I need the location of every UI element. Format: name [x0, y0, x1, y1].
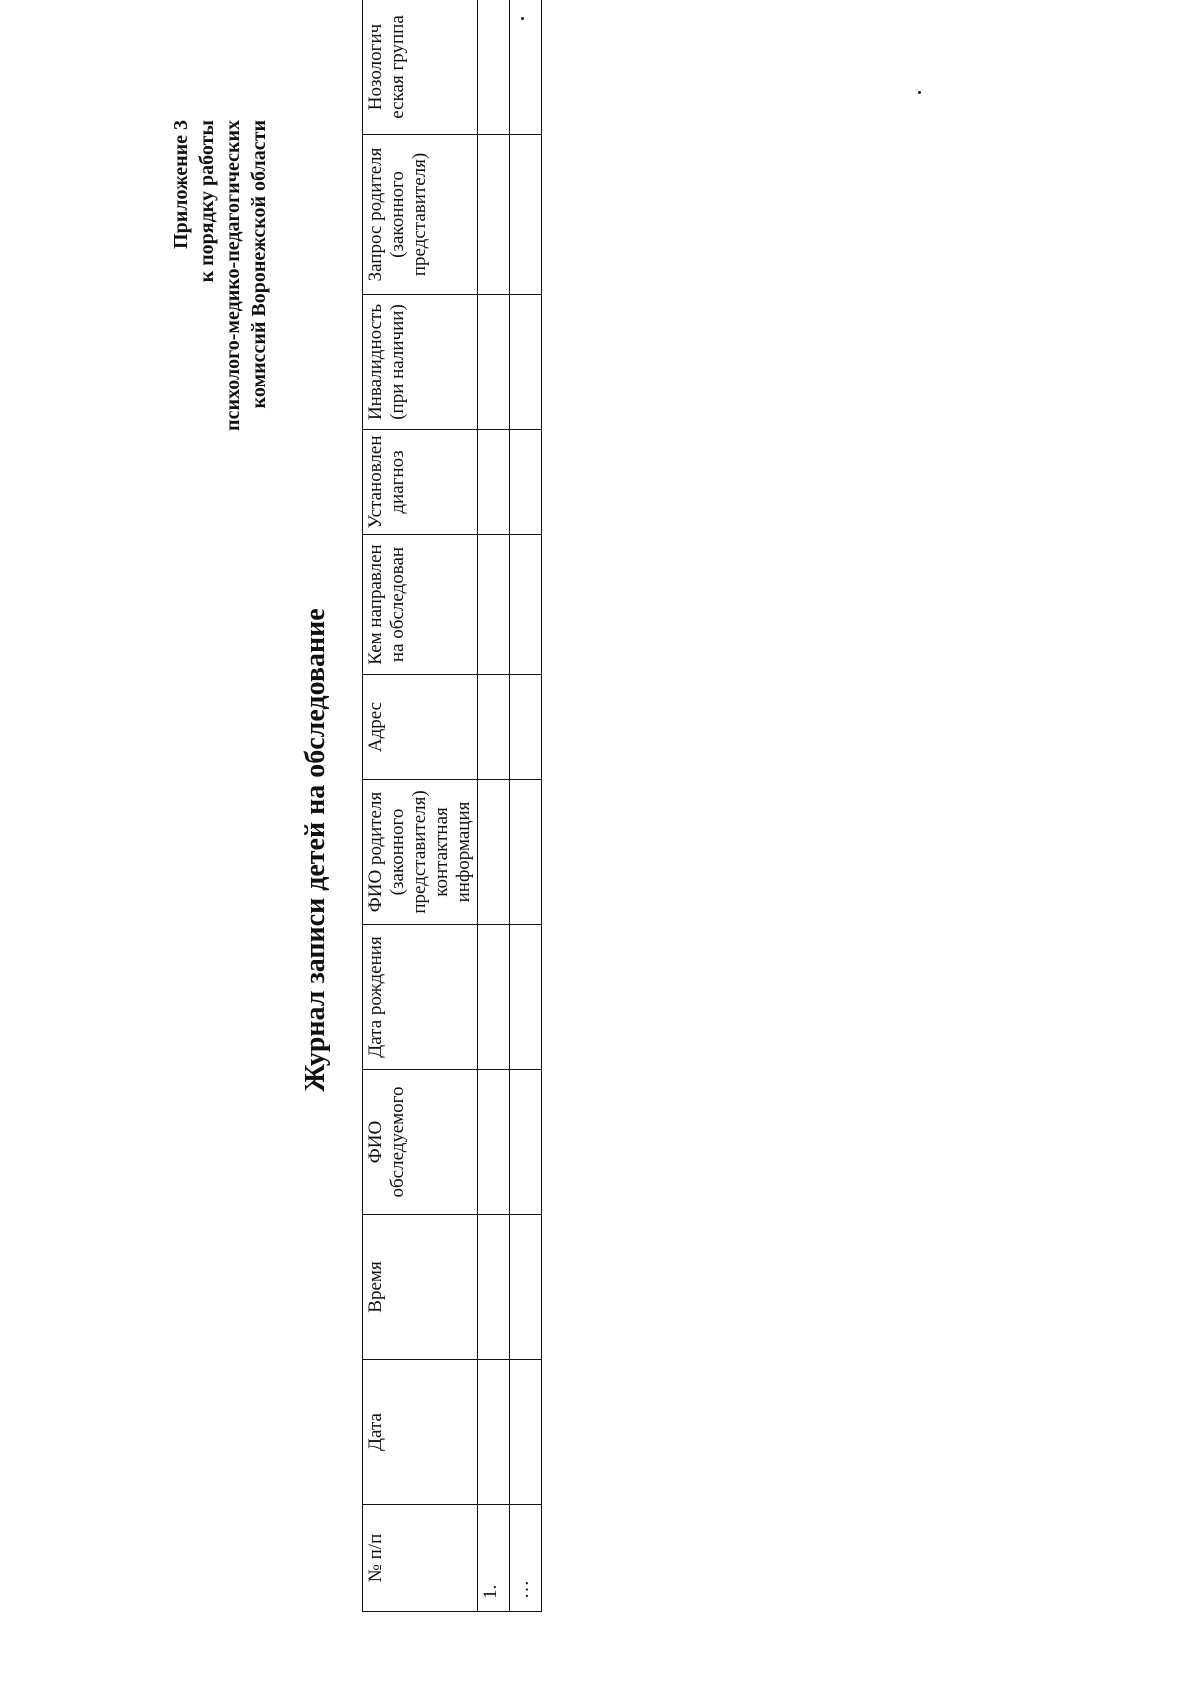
- header-cell-address: Адрес: [363, 675, 478, 780]
- table-cell: [510, 135, 542, 295]
- table-cell: [510, 675, 542, 780]
- table-cell: [478, 1215, 510, 1360]
- table-row: [510, 0, 542, 1612]
- appendix-block: [168, 120, 272, 431]
- appendix-line-2: к порядку работы: [196, 120, 218, 283]
- header-cell-nosological-group: Нозологич еская группа: [363, 0, 478, 135]
- table-cell: [510, 1360, 542, 1505]
- header-cell-parent-name: ФИО родителя (законного представителя) контактная информация: [363, 780, 478, 925]
- header-cell-parent-request: Запрос родителя (законного представителя): [363, 135, 478, 295]
- table-cell: [510, 1215, 542, 1360]
- journal-table: [362, 0, 542, 1612]
- table-cell: [478, 135, 510, 295]
- header-cell-disability: Инвалидность (при наличии): [363, 295, 478, 430]
- table-cell: [510, 295, 542, 430]
- table-cell: [478, 925, 510, 1070]
- table-cell: [478, 295, 510, 430]
- table-cell: [478, 535, 510, 675]
- header-row: [363, 0, 478, 1612]
- table-cell: [478, 1360, 510, 1505]
- table-cell: [510, 430, 542, 535]
- appendix-line-3: психолого-медико-педагогических: [222, 120, 244, 431]
- header-cell-birth-date: Дата рождения: [363, 925, 478, 1070]
- header-cell-examinee-name: ФИО обследуемого: [363, 1070, 478, 1215]
- header-cell-diagnosis: Установлен диагноз: [363, 430, 478, 535]
- table-cell: [510, 1070, 542, 1215]
- table-cell: [510, 925, 542, 1070]
- table-cell: 1.: [478, 1505, 510, 1612]
- table-cell: [478, 0, 510, 135]
- header-cell-date: Дата: [363, 1360, 478, 1505]
- appendix-line-1: Приложение 3: [170, 120, 192, 249]
- table-row: [478, 0, 510, 1612]
- document-title: Журнал записи детей на обследование: [300, 608, 331, 1092]
- header-cell-referred-by: Кем направлен на обследован: [363, 535, 478, 675]
- header-cell-time: Время: [363, 1215, 478, 1360]
- table-cell: [478, 675, 510, 780]
- table-cell: …: [510, 1505, 542, 1612]
- table-cell: [510, 535, 542, 675]
- scan-speck: [521, 17, 524, 20]
- table-cell: [478, 430, 510, 535]
- table-cell: [478, 1070, 510, 1215]
- table-cell: [478, 780, 510, 925]
- header-cell-number: № п/п: [363, 1505, 478, 1612]
- appendix-line-4: комиссий Воронежской области: [248, 120, 270, 409]
- table-cell: [510, 780, 542, 925]
- table-cell: [510, 0, 542, 135]
- scan-speck: [918, 91, 921, 94]
